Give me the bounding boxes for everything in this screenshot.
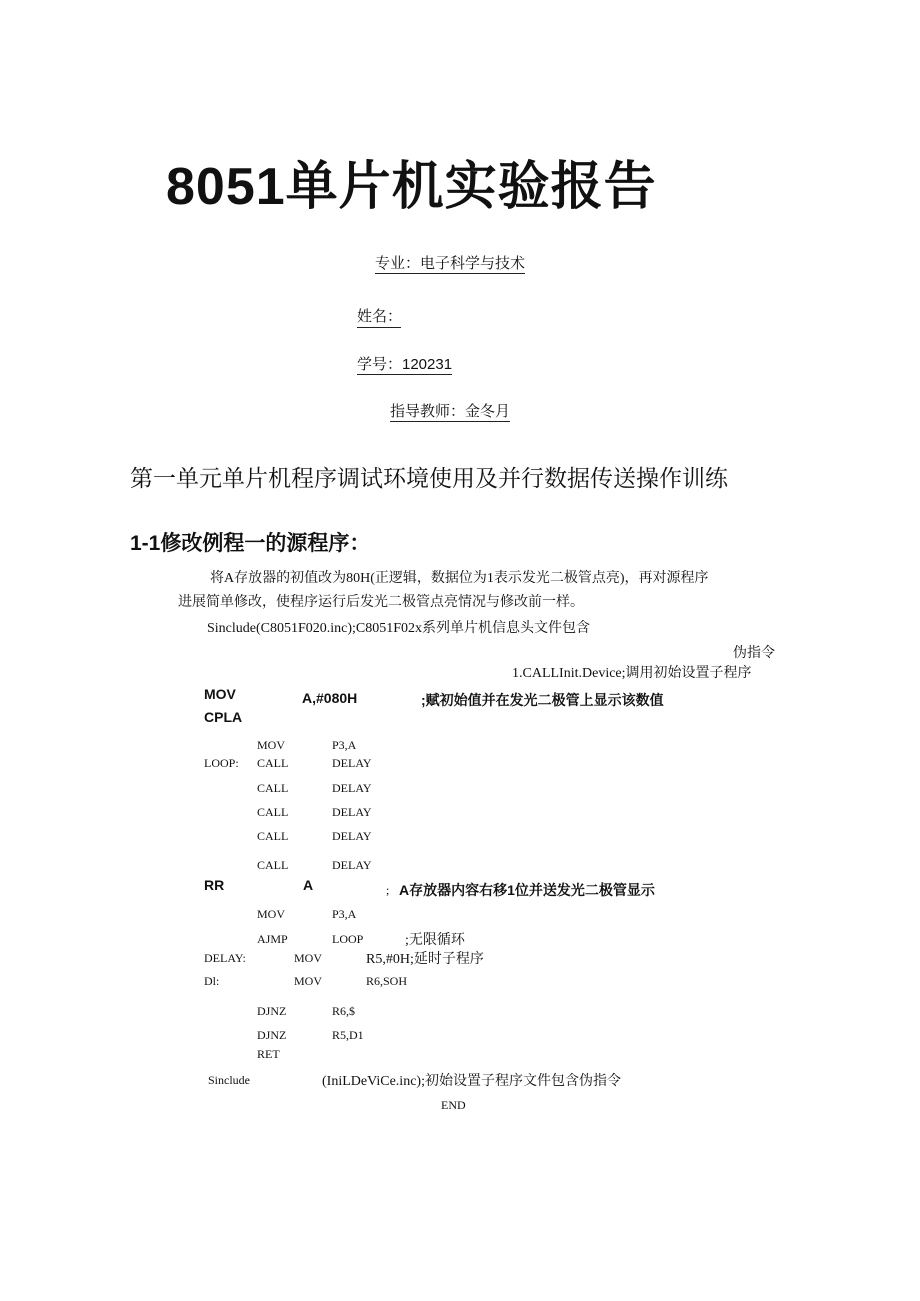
code-arg: DELAY: [332, 829, 372, 843]
code-arg: R5,#0H;延时子程序: [366, 952, 484, 967]
student-id-field: [357, 353, 452, 374]
code-comment: ;赋初始值并在发光二极管上显示该数值: [421, 692, 664, 708]
intro-line-2: 进展简单修改，使程序运行后发光二极管点亮情况与修改前一样。: [178, 595, 584, 610]
code-arg: DELAY: [332, 805, 372, 819]
code-op: CALL: [257, 858, 289, 872]
code-op: AJMP: [257, 932, 288, 946]
code-arg: P3,A: [332, 738, 357, 752]
code-op: MOV: [204, 686, 236, 702]
code-label: Sinclude: [208, 1073, 250, 1087]
teacher-field: [390, 400, 510, 421]
code-arg: A: [303, 877, 314, 893]
code-op: CALL: [257, 805, 289, 819]
code-arg: DELAY: [332, 756, 372, 770]
code-comment: ;无限循环: [405, 933, 465, 948]
include-line: Sinclude(C8051F020.inc);C8051F02x系列单片机信息头文件包含: [207, 621, 591, 636]
pseudo-label: 伪指令: [733, 646, 775, 661]
code-arg: A,#080H: [302, 690, 358, 706]
code-arg: (IniLDeViCe.inc);初始设置子程序文件包含伪指令: [322, 1074, 621, 1089]
code-op: RET: [257, 1047, 280, 1061]
code-arg: DELAY: [332, 781, 372, 795]
code-label: LOOP:: [204, 756, 239, 770]
code-end: END: [441, 1098, 466, 1112]
code-arg: LOOP: [332, 932, 364, 946]
code-semicolon: ;: [386, 883, 390, 897]
teacher-text: 指导教师：金冬月: [390, 403, 511, 420]
code-op: RR: [204, 877, 225, 893]
code-arg: P3,A: [332, 907, 357, 921]
intro-line-1: 将A存放器的初值改为80H(正逻辑，数据位为1表示发光二极管点亮)，再对源程序: [210, 571, 709, 586]
code-op: DJNZ: [257, 1028, 287, 1042]
report-title: 8051单片机实验报告: [166, 158, 657, 216]
code-op: CPLA: [204, 709, 243, 725]
code-op: DJNZ: [257, 1004, 287, 1018]
code-op: MOV: [294, 974, 323, 988]
code-arg: R6,SOH: [366, 974, 408, 988]
code-comment: A存放器内容右移1位并送发光二极管显示: [399, 882, 655, 898]
code-op: CALL: [257, 756, 289, 770]
code-op: MOV: [257, 907, 286, 921]
code-op: CALL: [257, 781, 289, 795]
name-field: [357, 305, 401, 328]
code-label: Dl:: [204, 974, 220, 988]
code-label: DELAY:: [204, 951, 246, 965]
section-heading: 1-1修改例程一的源程序：: [130, 532, 371, 555]
call-init-line: 1.CALLInit.Device;调用初始设置子程序: [512, 666, 752, 681]
name-text: 姓名：: [357, 305, 401, 328]
code-arg: R5,D1: [332, 1028, 364, 1042]
code-arg: DELAY: [332, 858, 372, 872]
major-field: [375, 252, 525, 273]
code-arg: R6,$: [332, 1004, 356, 1018]
code-op: MOV: [294, 951, 323, 965]
student-id-text: 学号：120231: [357, 356, 453, 373]
code-op: MOV: [257, 738, 286, 752]
code-op: CALL: [257, 829, 289, 843]
unit-heading: 第一单元单片机程序调试环境使用及并行数据传送操作训练: [130, 466, 728, 491]
major-text: 专业：电子科学与技术: [375, 255, 526, 272]
